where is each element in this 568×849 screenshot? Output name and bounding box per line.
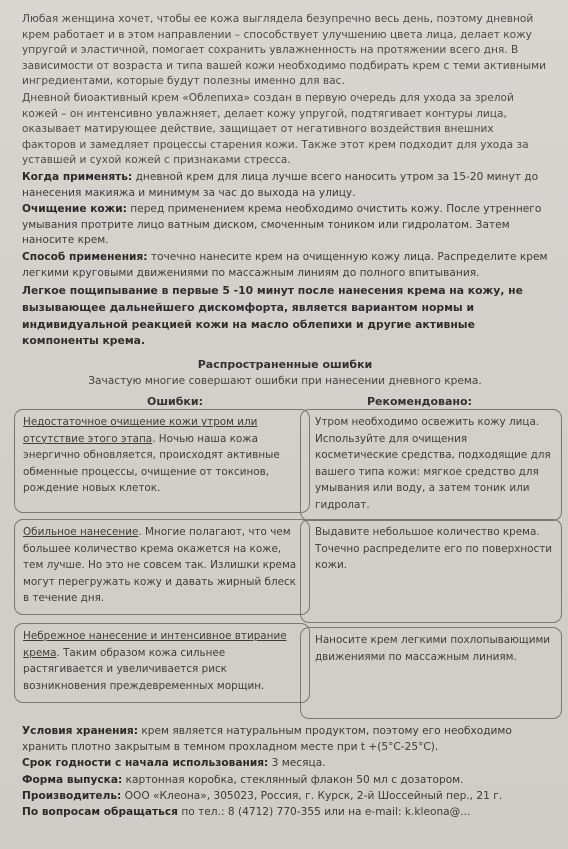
column-header-mistakes: Ошибки:	[147, 395, 203, 409]
form-label: Форма выпуска:	[22, 773, 123, 786]
skin-cleansing	[22, 202, 548, 249]
mistake-2-text: . Многие полагают, что чем большее количество крема окажется на коже, тем лучше. Но это не совсем так. Излишки крема могут перегружать кожу и давать жирный блеск в течение дня.	[23, 526, 297, 605]
mistake-1-text: . Ночью наша кожа энергично обновляется, происходят активные обменные процессы, очищение от токсинов, рождение новых клеток.	[23, 432, 280, 495]
storage-conditions	[22, 723, 548, 755]
storage-text: крем является натуральным продуктом, поэтому его необходимо хранить плотно закрытым в темном прохладном месте при t +(5°C-25°C).	[22, 725, 512, 754]
shelf-text: 3 месяца.	[268, 757, 326, 770]
form-text: картонная коробка, стеклянный флакон 50 мл с дозатором.	[122, 773, 464, 786]
mistake-3-text: . Таким образом кожа сильнее растягивается и увеличивается риск возникновения преждевременных морщин.	[23, 646, 265, 692]
shelf-life	[22, 755, 548, 771]
maker-text: ООО «Клеона», 305023, Россия, г. Курск, 2-й Шоссейный пер., 21 г.	[121, 789, 503, 802]
recommend-box-2	[300, 519, 562, 623]
recommend-2-text: Выдавите небольшое количество крема. Точечно распределите его по поверхности кожи.	[315, 526, 553, 572]
recommend-1-text: Утром необходимо освежить кожу лица. Используйте для очищения косметические средства, подходящие для вашего типа кожи: мягкое средство для умывания или воду, а затем тоник или гидролат.	[315, 416, 551, 511]
mistakes-table	[22, 395, 553, 725]
product-info	[22, 723, 548, 820]
mistake-2-title: Обильное нанесение	[23, 526, 139, 539]
method-label: Способ применения:	[22, 250, 148, 263]
contact-info	[22, 804, 548, 820]
when-label: Когда применять:	[22, 170, 133, 183]
recommend-box-1	[300, 409, 562, 521]
when-text: дневной крем для лица лучше всего наносить утром за 15-20 минут до нанесения макияжа и минимум за час до выхода на улицу.	[22, 170, 539, 199]
maker-label: Производитель:	[22, 789, 122, 802]
manufacturer	[22, 788, 548, 804]
mistakes-title: Распространенные ошибки	[197, 358, 373, 372]
warning-paragraph: Легкое пощипывание в первые 5 -10 минут после нанесения крема на кожу, не вызывающее дальнейшего дискомфорта, является вариантом нормы и индивидуальной реакцией кожи на масло облепихи и другие активные компоненты крема.	[22, 284, 523, 348]
when-to-apply	[22, 170, 548, 201]
intro-paragraph-1: Любая женщина хочет, чтобы ее кожа выглядела безупречно весь день, поэтому дневной крем работает и в этом направлении – способствует улучшению цвета лица, делает кожу упругой и эластичной, помогает сохранить увлажненность на протяжении всего дня. В зависимости от возраста и типа вашей кожи необходимо подбирать крем с теми активными ингредиентами, которые будут полезны именно для вас.	[22, 13, 546, 88]
release-form	[22, 772, 548, 788]
recommend-box-3	[300, 627, 562, 719]
application-method	[22, 250, 548, 281]
method-text: точечно нанесите крем на очищенную кожу лица. Распределите крем легкими круговыми движениями по массажным линиям до полного впитывания.	[22, 250, 548, 279]
intro-paragraph-2: Дневной биоактивный крем «Облепиха» создан в первую очередь для ухода за зрелой кожей – он интенсивно увлажняет, делает кожу упругой, подтягивает контуры лица, оказывает матирующее действие, защищает от негативного воздействия внешних факторов и замедляет процессы старения кожи. Также этот крем подходит для ухода за уставшей и сухой кожей с признаками стресса.	[22, 91, 529, 167]
mistake-1-title: Недостаточное очищение кожи утром или отсутствие этого этапа	[23, 416, 258, 445]
cleansing-text: перед применением крема необходимо очистить кожу. После утреннего умывания протрите лицо ватным диском, смоченным тоником или гидролатом. Затем наносите крем.	[22, 203, 542, 247]
recommend-3-text: Наносите крем легкими похлопывающими движениями по массажным линиям.	[315, 634, 551, 663]
mistakes-subtitle: Зачастую многие совершают ошибки при нанесении дневного крема.	[88, 375, 482, 388]
mistake-3-title: Небрежное нанесение и интенсивное втирание крема	[23, 630, 287, 659]
cleansing-label: Очищение кожи:	[22, 203, 127, 216]
storage-label: Условия хранения:	[22, 725, 138, 737]
contact-text: по тел.: 8 (4712) 770-355 или на e-mail: k.kleona@...	[177, 806, 471, 819]
contact-label: По вопросам обращаться	[22, 806, 178, 819]
column-header-recommended: Рекомендовано:	[367, 395, 472, 409]
mistake-box-2	[14, 519, 310, 615]
mistake-box-1	[14, 409, 310, 513]
mistake-box-3	[14, 623, 310, 703]
shelf-label: Срок годности с начала использования:	[22, 757, 269, 770]
